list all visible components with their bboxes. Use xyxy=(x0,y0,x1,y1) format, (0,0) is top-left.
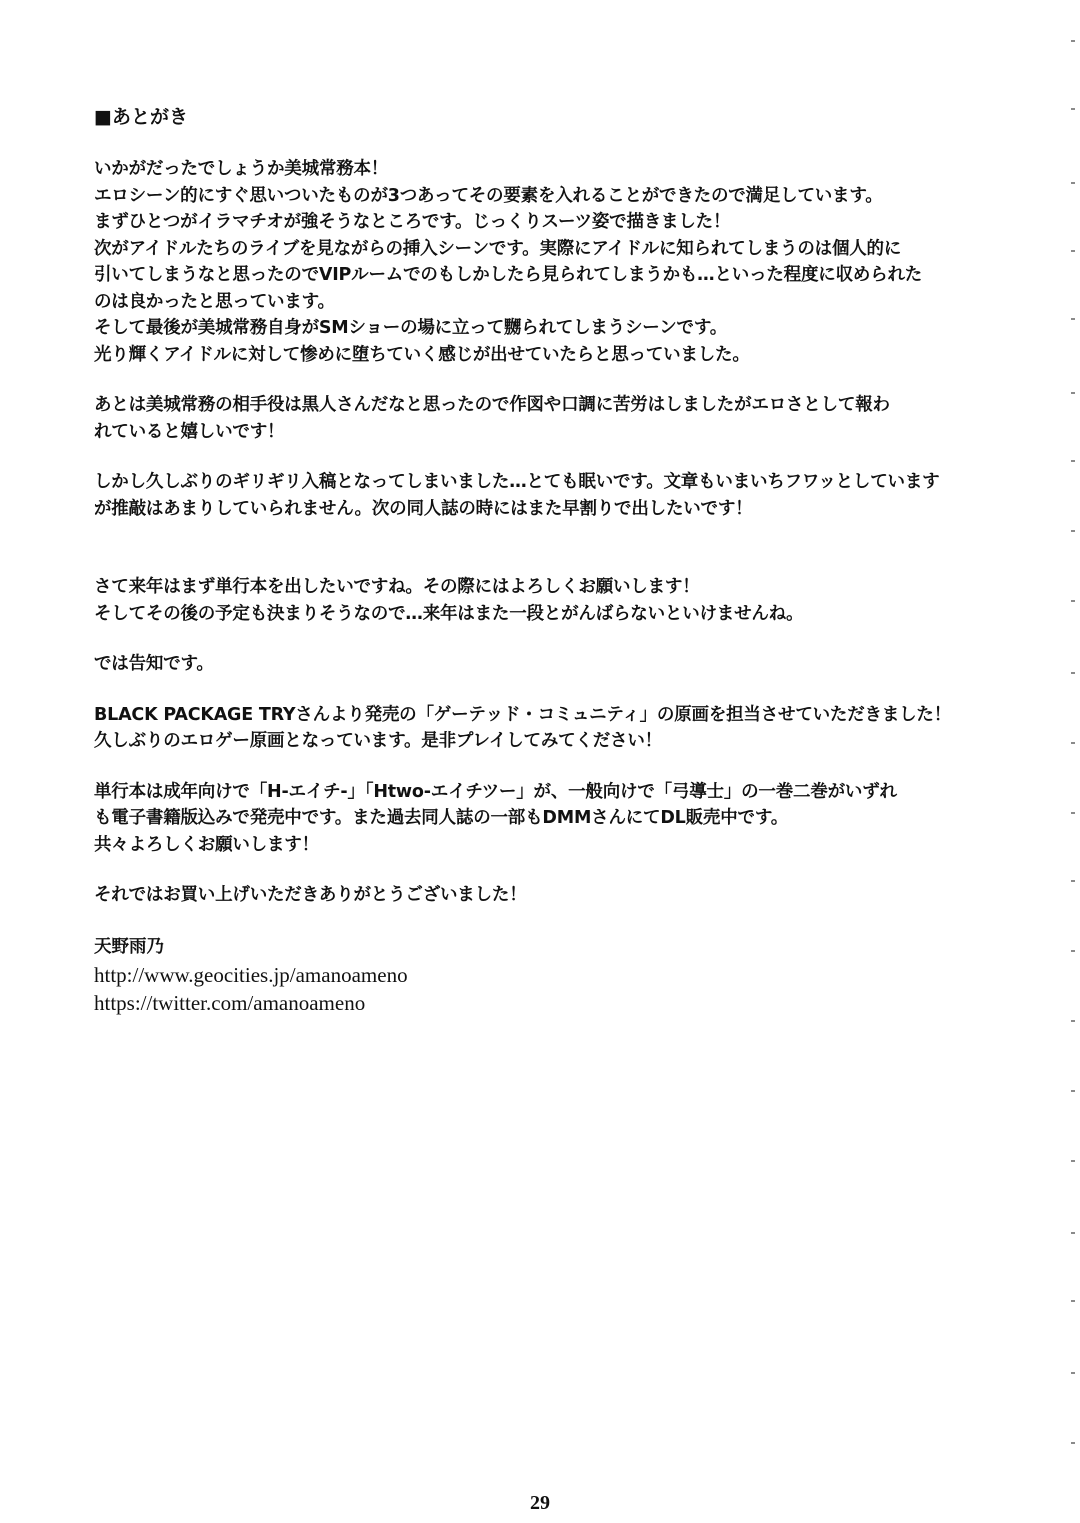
text-line: それではお買い上げいただきありがとうございました！ xyxy=(94,885,527,905)
paragraph-books-announcement xyxy=(94,779,1024,859)
paragraph-thanks xyxy=(94,882,1024,909)
twitter-url: https://twitter.com/amanoameno xyxy=(94,990,366,1015)
paragraph-game-announcement xyxy=(94,702,1024,755)
paragraph-deadline xyxy=(94,469,1024,522)
text-line: 引いてしまうなと思ったのでVIPルームでのもしかしたら見られてしまうかも…といった程度に収められた xyxy=(94,265,923,285)
text-line: 共々よろしくお願いします！ xyxy=(94,834,319,855)
text-line: 次がアイドルたちのライブを見ながらの挿入シーンです。実際にアイドルに知られてしまうのは個人的に xyxy=(94,238,902,259)
text-line: まずひとつがイラマチオが強そうなところです。じっくりスーツ姿で描きました！ xyxy=(94,212,731,232)
paragraph-intro xyxy=(94,156,1024,368)
author-signature xyxy=(94,933,1024,1017)
text-line: あとは美城常務の相手役は黒人さんだなと思ったので作図や口調に苦労はしましたがエロさとして報わ xyxy=(94,395,890,415)
text-line: のは良かったと思っています。 xyxy=(94,291,335,312)
text-line: さて来年はまず単行本を出したいですね。その際にはよろしくお願いします！ xyxy=(94,577,700,597)
text-line: 単行本は成年向けで「H-エイチ-」「Htwo-エイチツー」が、一般向けで「弓導士」の一巻二巻がいずれ xyxy=(94,781,897,802)
text-line: そして最後が美城常務自身がSMショーの場に立って嬲られてしまうシーンです。 xyxy=(94,318,728,338)
text-line: 久しぶりのエロゲー原画となっています。是非プレイしてみてください！ xyxy=(94,731,662,751)
text-line: 光り輝くアイドルに対して惨めに堕ちていく感じが出せていたらと思っていました。 xyxy=(94,344,750,365)
text-line: エロシーン的にすぐ思いついたものが3つあってその要素を入れることができたので満足しています。 xyxy=(94,185,883,206)
page-number: 29 xyxy=(530,1492,550,1514)
text-line: そしてその後の予定も決まりそうなので…来年はまた一段とがんばらないといけませんね。 xyxy=(94,603,804,624)
text-line: いかがだったでしょうか美城常務本！ xyxy=(94,159,389,179)
paragraph-announcement-intro xyxy=(94,651,1024,678)
paragraph-next-year xyxy=(94,574,1024,627)
afterword-body xyxy=(94,104,1024,1017)
afterword-heading: ■あとがき xyxy=(94,106,188,128)
text-line: が推敲はあまりしていられません。次の同人誌の時にはまた早割りで出したいです！ xyxy=(94,498,753,519)
text-line: しかし久しぶりのギリギリ入稿となってしまいました…とても眠いです。文章もいまいちフワッとしています xyxy=(94,472,940,492)
text-line: れていると嬉しいです！ xyxy=(94,421,285,442)
author-name: 天野雨乃 xyxy=(94,936,164,957)
text-line: BLACK PACKAGE TRYさんより発売の「ゲーテッド・コミュニティ」の原画を担当させていただきました！ xyxy=(94,704,952,725)
binding-edge-marks xyxy=(1066,0,1080,1523)
paragraph-partner-role xyxy=(94,392,1024,445)
website-url: http://www.geocities.jp/amanoameno xyxy=(94,962,408,987)
text-line: も電子書籍版込みで発売中です。また過去同人誌の一部もDMMさんにてDL販売中です。 xyxy=(94,808,789,828)
text-line: では告知です。 xyxy=(94,654,214,674)
